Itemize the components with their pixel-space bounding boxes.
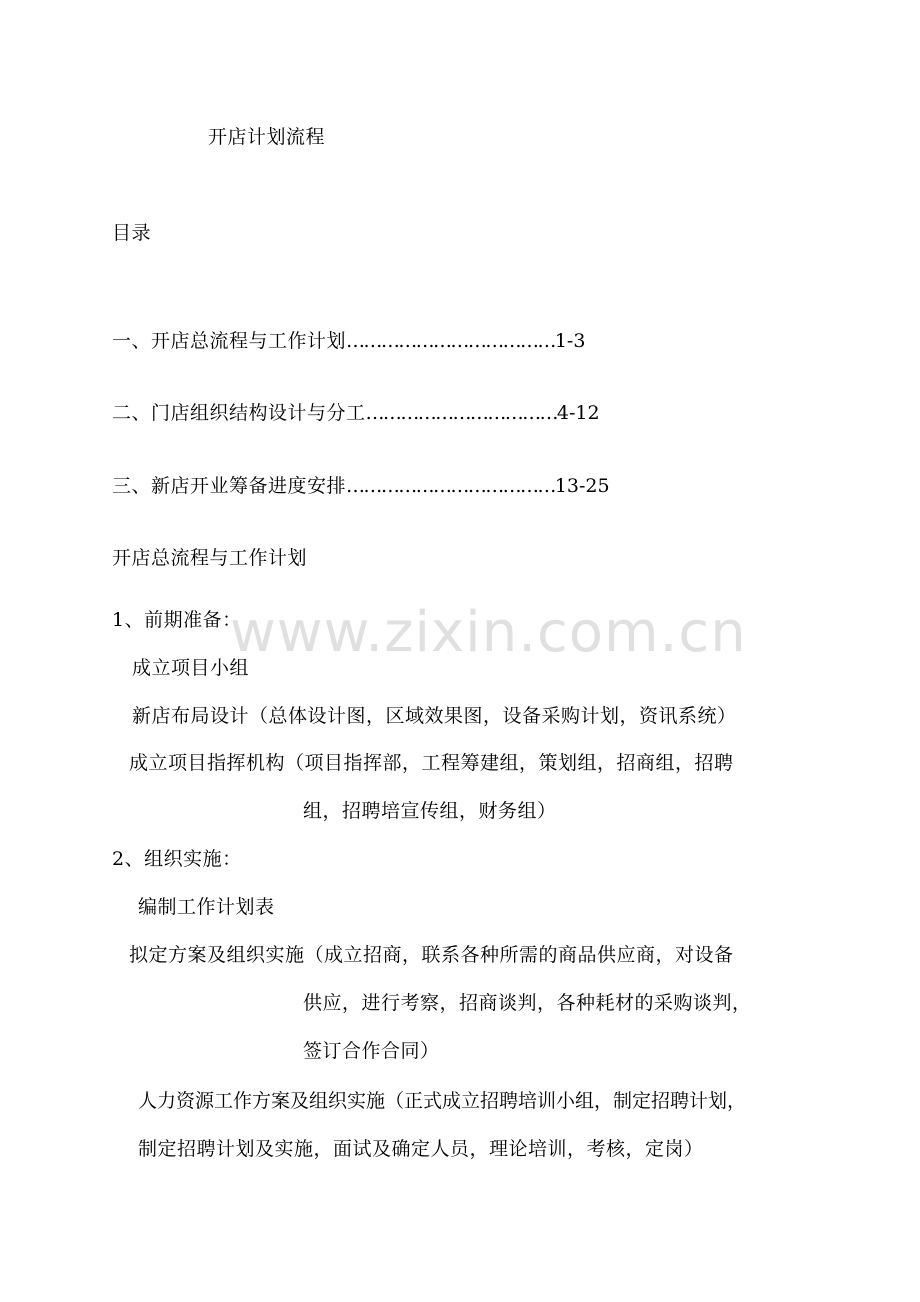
subsection-heading: 2、组织实施： — [112, 848, 242, 870]
watermark: www.zixin.com.cn — [230, 600, 747, 665]
list-item: 成立项目指挥机构（项目指挥部，工程筹建组，策划组，招商组，招聘 — [129, 752, 734, 774]
subsection-heading: 1、前期准备： — [112, 609, 242, 631]
toc-entry-leader: …………………………… — [365, 402, 557, 424]
toc-entry — [112, 400, 600, 426]
list-item-continuation: 供应，进行考察，招商谈判，各种耗材的采购谈判， — [303, 992, 752, 1014]
toc-entry-pages: 13-25 — [554, 475, 610, 497]
list-item: 人力资源工作方案及组织实施（正式成立招聘培训小组，制定招聘计划， — [138, 1090, 747, 1112]
list-item: 拟定方案及组织实施（成立招商，联系各种所需的商品供应商，对设备 — [129, 944, 734, 966]
toc-entry-label: 一、开店总流程与工作计划 — [112, 330, 347, 352]
toc-entry — [112, 473, 610, 499]
list-item: 成立项目小组 — [132, 657, 250, 679]
toc-entry-leader: ……………………………… — [346, 330, 555, 352]
list-item: 编制工作计划表 — [138, 896, 275, 918]
toc-entry — [112, 328, 585, 354]
list-item: 新店布局设计（总体设计图，区域效果图，设备采购计划，资讯系统） — [132, 705, 737, 727]
toc-entry-leader: ……………………………… — [346, 475, 555, 497]
list-item-continuation: 组，招聘培宣传组，财务组） — [303, 800, 557, 822]
section-heading: 开店总流程与工作计划 — [112, 547, 308, 569]
list-item-continuation: 制定招聘计划及实施，面试及确定人员，理论培训，考核，定岗） — [138, 1138, 704, 1160]
toc-heading: 目录 — [112, 222, 152, 244]
toc-entry-pages: 1-3 — [554, 330, 586, 352]
toc-entry-label: 二、门店组织结构设计与分工 — [112, 402, 366, 424]
toc-entry-pages: 4-12 — [556, 402, 600, 424]
document-title: 开店计划流程 — [208, 126, 326, 148]
toc-entry-label: 三、新店开业筹备进度安排 — [112, 475, 347, 497]
list-item-continuation: 签订合作合同） — [303, 1040, 440, 1062]
